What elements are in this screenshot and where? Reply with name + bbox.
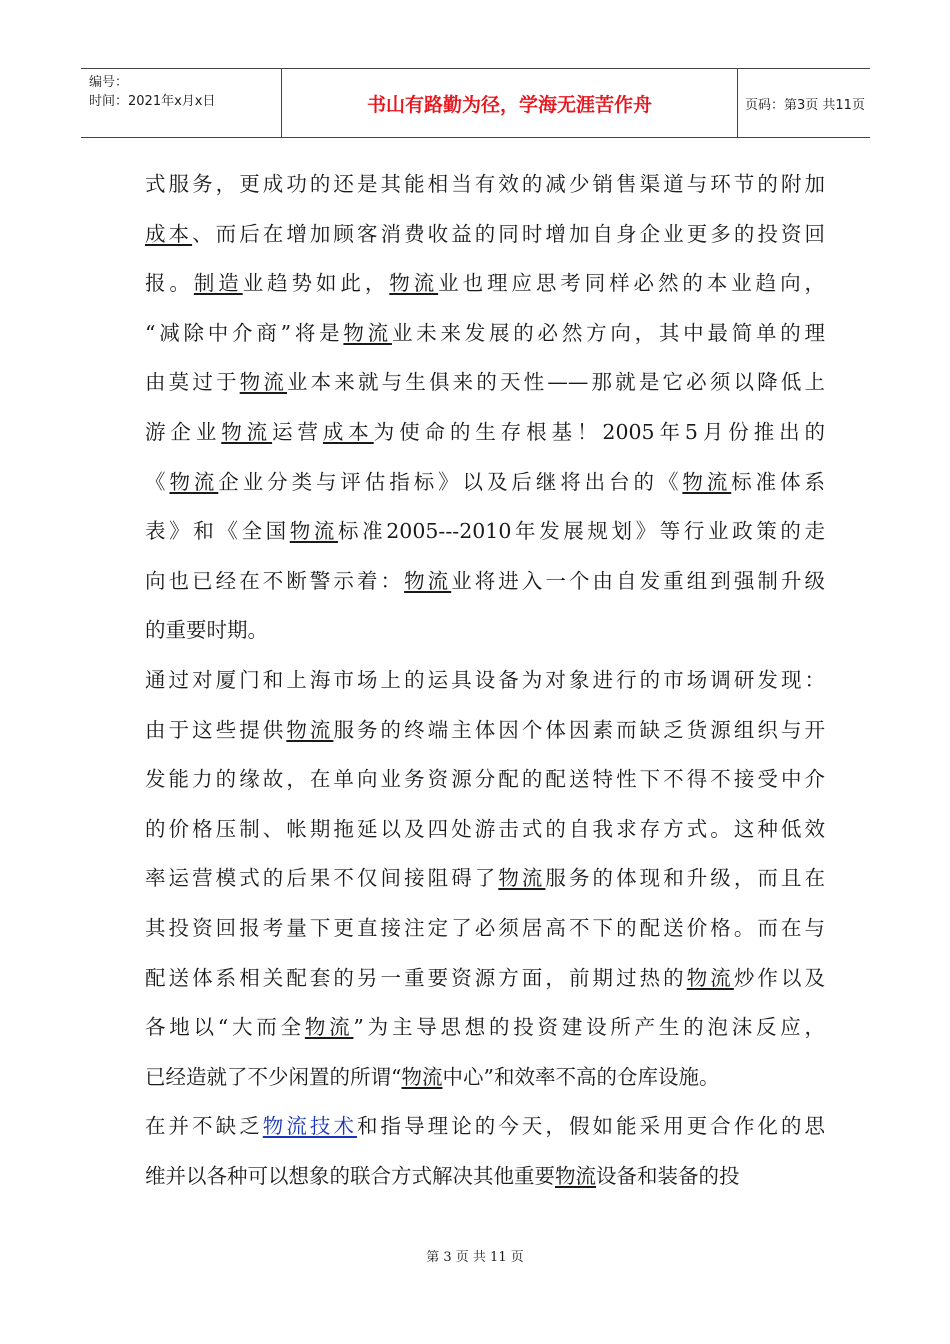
header-page-info: 页码：第3页 共11页 bbox=[745, 97, 865, 113]
text-line bbox=[145, 904, 825, 954]
text-segment: 业将进入一个由自发重组到强制升级 bbox=[451, 568, 826, 593]
keyword-underline: 物流 bbox=[686, 965, 734, 990]
text-segment: 在并不缺乏 bbox=[145, 1114, 263, 1139]
text-segment: “减除中介商”将是 bbox=[145, 320, 344, 345]
text-segment: 为使命的生存根基！2005年5月份推出的 bbox=[373, 419, 826, 444]
document-body bbox=[145, 160, 825, 1201]
keyword-underline: 成本 bbox=[322, 419, 374, 444]
text-segment: 标准体系 bbox=[731, 469, 826, 494]
text-segment: 和指导理论的今天，假如能采用更合作化的思 bbox=[357, 1114, 826, 1139]
header-meta bbox=[81, 69, 282, 137]
text-line bbox=[145, 1003, 825, 1053]
text-line bbox=[145, 805, 825, 855]
text-segment: 、而后在增加顾客消费收益的同时增加自身企业更多的投资回 bbox=[192, 221, 826, 246]
keyword-underline: 物流 bbox=[401, 1064, 443, 1089]
text-segment: 企业分类与评估指标》以及后继将出台的《 bbox=[218, 469, 683, 494]
keyword-underline: 物流 bbox=[221, 419, 273, 444]
keyword-underline: 物流 bbox=[343, 320, 392, 345]
text-segment: 维并以各种可以想象的联合方式解决其他重要 bbox=[145, 1163, 555, 1188]
text-line bbox=[145, 1053, 825, 1103]
text-segment: 标准2005---2010年发展规划》等行业政策的走 bbox=[338, 519, 825, 544]
keyword-underline: 物流 bbox=[682, 469, 732, 494]
text-segment: 率运营模式的后果不仅间接阻碍了 bbox=[145, 866, 499, 891]
text-line bbox=[145, 160, 825, 210]
text-segment: 式服务，更成功的还是其能相当有效的减少销售渠道与环节的附加 bbox=[145, 172, 825, 196]
keyword-underline: 制造 bbox=[193, 271, 243, 296]
text-segment: 设备和装备的投 bbox=[596, 1163, 740, 1188]
keyword-underline: 物流 bbox=[239, 370, 288, 395]
keyword-underline: 物流 bbox=[289, 519, 338, 544]
keyword-underline: 成本 bbox=[145, 221, 193, 246]
header-motto: 书山有路勤为径，学海无涯苦作舟 bbox=[282, 69, 738, 137]
text-segment: 炒作以及 bbox=[733, 965, 826, 990]
text-segment: 报。 bbox=[145, 271, 194, 296]
text-line bbox=[145, 954, 825, 1004]
text-segment: 向也已经在不断警示着： bbox=[145, 568, 405, 593]
text-line bbox=[145, 507, 825, 557]
text-segment: 表》和《全国 bbox=[145, 519, 290, 544]
text-line bbox=[145, 458, 825, 508]
text-line bbox=[145, 408, 825, 458]
keyword-underline: 物流 bbox=[404, 568, 452, 593]
text-segment: ”为主导思想的投资建设所产生的泡沫反应， bbox=[353, 1015, 826, 1040]
text-segment: 由于这些提供 bbox=[145, 717, 287, 742]
text-segment: 的价格压制、帐期拖延以及四处游击式的自我求存方式。这种低效 bbox=[145, 816, 825, 841]
text-segment: 运营 bbox=[272, 419, 323, 444]
keyword-underline: 物流 bbox=[389, 271, 439, 296]
text-line bbox=[145, 656, 825, 706]
text-segment: 发能力的缘故，在单向业务资源分配的配送特性下不得不接受中介 bbox=[145, 767, 825, 792]
text-segment: 业趋势如此， bbox=[242, 271, 390, 296]
text-line bbox=[145, 358, 825, 408]
text-segment: 各地以“大而全 bbox=[145, 1015, 305, 1040]
text-segment: 服务的体现和升级，而且在 bbox=[545, 866, 826, 891]
text-line bbox=[145, 557, 825, 607]
keyword-underline: 物流 bbox=[169, 469, 219, 494]
text-line bbox=[145, 755, 825, 805]
text-segment: 服务的终端主体因个体因素而缺乏货源组织与开 bbox=[333, 717, 826, 742]
page-footer: 第 3 页 共 11 页 bbox=[426, 1250, 524, 1265]
text-segment: 其投资回报考量下更直接注定了必须居高不下的配送价格。而在与 bbox=[145, 915, 825, 940]
text-segment: 《 bbox=[145, 469, 170, 494]
keyword-underline: 物流 bbox=[286, 717, 334, 742]
text-segment: 业本来就与生俱来的天性——那就是它必须以降低上 bbox=[287, 370, 826, 395]
text-line bbox=[145, 606, 825, 656]
text-segment: 由莫过于 bbox=[145, 370, 240, 395]
text-segment: 配送体系相关配套的另一重要资源方面，前期过热的 bbox=[145, 965, 687, 990]
text-segment: 游企业 bbox=[145, 419, 222, 444]
text-line bbox=[145, 706, 825, 756]
text-line bbox=[145, 1102, 825, 1152]
text-segment: 业也理应思考同样必然的本业趋向， bbox=[438, 271, 826, 296]
page-header bbox=[81, 68, 870, 138]
document-time-label: 时间：2021年x月x日 bbox=[89, 94, 216, 109]
text-line bbox=[145, 854, 825, 904]
text-segment: 通过对厦门和上海市场上的运具设备为对象进行的市场调研发现： bbox=[145, 667, 825, 692]
text-segment: 中心”和效率不高的仓库设施。 bbox=[442, 1064, 720, 1089]
document-number-label: 编号： bbox=[89, 75, 129, 90]
text-line bbox=[145, 210, 825, 260]
text-line bbox=[145, 1152, 825, 1202]
keyword-underline: 物流 bbox=[304, 1015, 354, 1040]
keyword-underline: 物流 bbox=[498, 866, 546, 891]
text-segment: 业未来发展的必然方向，其中最简单的理 bbox=[391, 320, 826, 345]
text-segment: 的重要时期。 bbox=[145, 618, 268, 643]
keyword-underline: 物流 bbox=[555, 1163, 596, 1188]
text-segment: 已经造就了不少闲置的所谓“ bbox=[145, 1064, 402, 1089]
text-line bbox=[145, 259, 825, 309]
text-line bbox=[145, 309, 825, 359]
keyword-link[interactable]: 物流技术 bbox=[262, 1114, 357, 1139]
